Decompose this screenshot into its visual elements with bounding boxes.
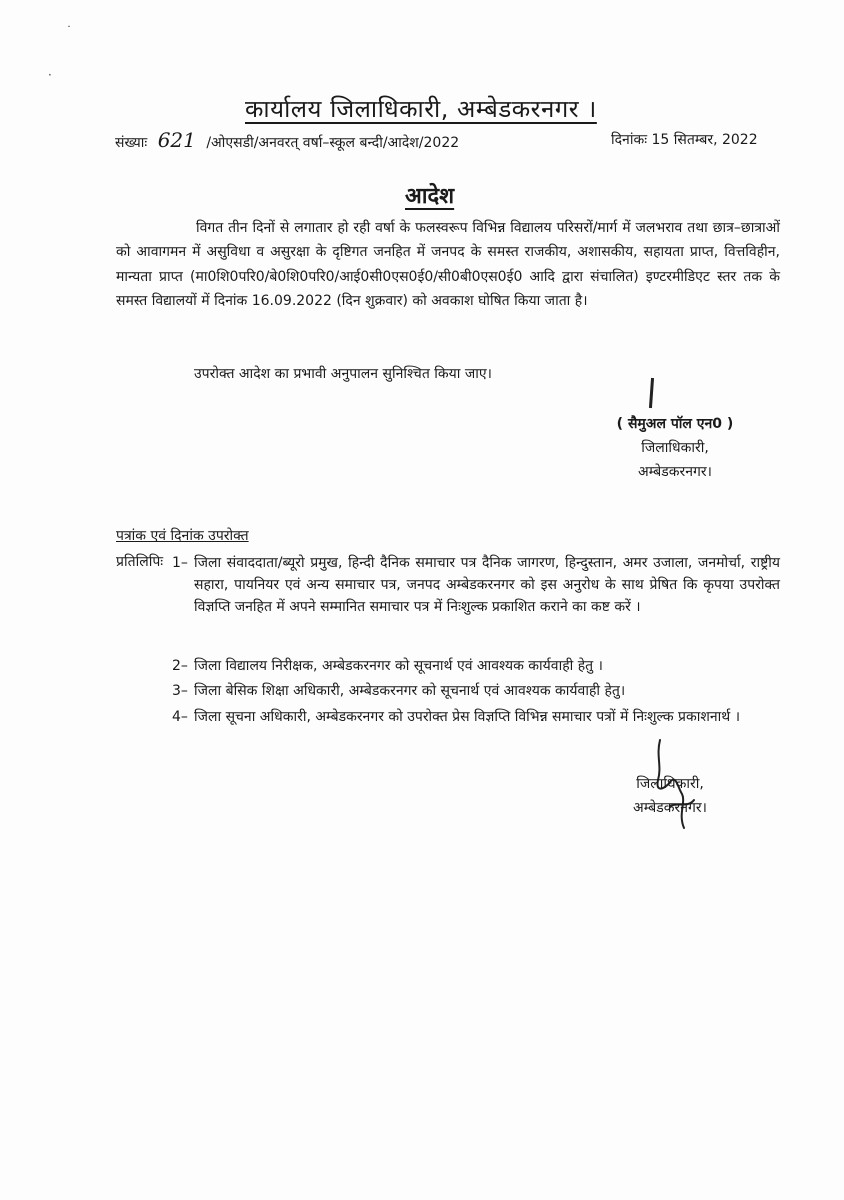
office-title: कार्यालय जिलाधिकारी, अम्बेडकरनगर । xyxy=(245,95,597,123)
copy-item-2 xyxy=(172,655,780,679)
copy-item-text: जिला संवाददाता/ब्यूरो प्रमुख, हिन्दी दैनिक समाचार पत्र दैनिक जागरण, हिन्दुस्तान, अमर उजाला, जनमोर्चा, राष्ट्रीय सहारा, पायनियर एवं अन्य समाचार पत्र, जनपद अम्बेडकरनगर को इस अनुरोध के साथ प्रेषित कि कृपया उपरोक्त विज्ञप्ति जनहित में अपने सम्मानित समाचार पत्र में निःशुल्क प्रकाशित कराने का कष्ट करें । xyxy=(194,555,780,615)
ref-path: /ओएसडी/अनवरत् वर्षा–स्कूल बन्दी/आदेश/2022 xyxy=(206,135,460,151)
second-signatory-designation: जिलाधिकारी, xyxy=(636,776,704,792)
copy-label: प्रतिलिपिः xyxy=(116,554,164,570)
copy-heading: पत्रांक एवं दिनांक उपरोक्त xyxy=(116,528,249,544)
copy-item-text: जिला बेसिक शिक्षा अधिकारी, अम्बेडकरनगर को सूचनार्थ एवं आवश्यक कार्यवाही हेतु। xyxy=(194,683,626,699)
signatory-place: अम्बेडकरनगर। xyxy=(638,464,712,480)
second-signatory-place: अम्बेडकरनगर। xyxy=(633,800,707,816)
copy-item-number: 4– xyxy=(172,709,188,725)
copy-item-text: जिला सूचना अधिकारी, अम्बेडकरनगर को उपरोक्त प्रेस विज्ञप्ति विभिन्न समाचार पत्रों में निःशुल्क प्रकाशनार्थ । xyxy=(194,709,741,725)
speck-mark: ˙ xyxy=(66,24,72,38)
copy-item-text: जिला विद्यालय निरीक्षक, अम्बेडकरनगर को सूचनार्थ एवं आवश्यक कार्यवाही हेतु । xyxy=(194,658,603,674)
copy-item-number: 3– xyxy=(172,683,188,699)
second-signature-block xyxy=(615,772,725,820)
reference-line xyxy=(115,128,459,152)
copy-item-3 xyxy=(172,680,780,704)
copy-item-1 xyxy=(172,552,780,644)
ref-label: संख्याः xyxy=(115,135,148,151)
signatory-name: ( सैमुअल पॉल एन0 ) xyxy=(616,416,734,432)
compliance-line: उपरोक्त आदेश का प्रभावी अनुपालन सुनिश्चित किया जाए। xyxy=(194,366,492,382)
signature-mark xyxy=(649,378,654,408)
order-body: विगत तीन दिनों से लगातार हो रही वर्षा के फलस्वरूप विभिन्न विद्यालय परिसरों/मार्ग में जलभराव तथा छात्र–छात्राओं को आवागमन में असुविधा व असुरक्षा के दृष्टिगत जनहित में जनपद के समस्त राजकीय, अशासकीय, सहायता प्राप्त, वित्तविहीन, मान्यता प्राप्त (मा0शि0परि0/बे0शि0परि0/आई0सी0एस0ई0/सी0बी0एस0ई0 आदि द्वारा संचालित) इण्टरमीडिएट स्तर तक के समस्त विद्यालयों में दिनांक 16.09.2022 (दिन शुक्रवार) को अवकाश घोषित किया जाता है। xyxy=(116,220,780,309)
order-date: दिनांकः 15 सितम्बर, 2022 xyxy=(611,132,758,148)
order-title: आदेश xyxy=(405,184,455,209)
signatory-designation: जिलाधिकारी, xyxy=(641,440,709,456)
ref-number: 621 xyxy=(157,128,196,152)
copy-item-number: 2– xyxy=(172,658,188,674)
speck-mark: · xyxy=(48,68,52,82)
signature-block xyxy=(600,412,750,484)
copy-item-number: 1– xyxy=(172,555,188,571)
